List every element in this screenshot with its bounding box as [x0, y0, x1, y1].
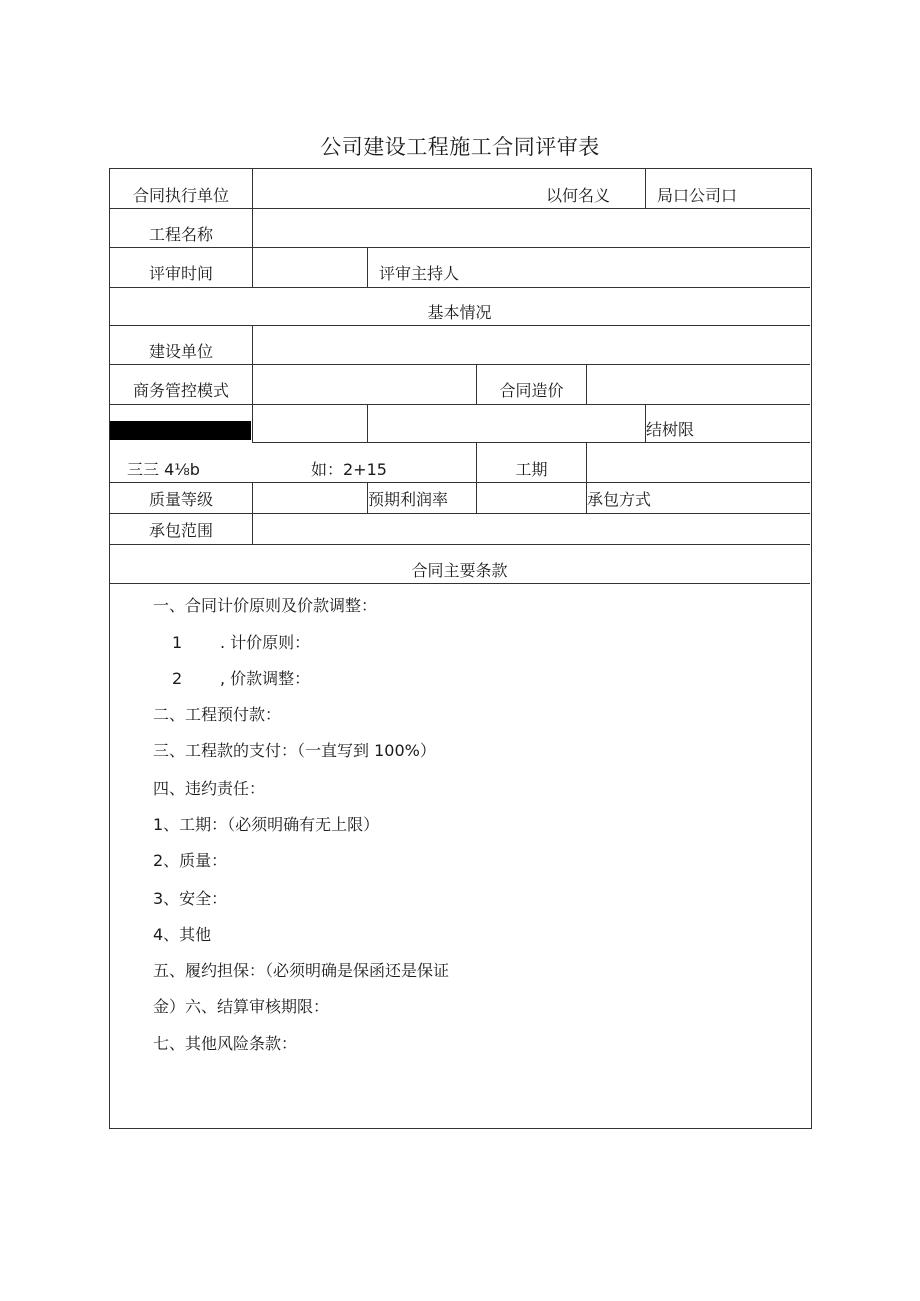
contract-method-label: 承包方式: [587, 490, 652, 509]
row-divider: [109, 513, 810, 514]
structure-limit-label: 结树限: [646, 420, 695, 439]
row-divider: [109, 404, 810, 405]
clause-number: 2: [172, 669, 183, 688]
garbled-text-mid: 如：2+15: [311, 460, 387, 479]
contract-scope-label: 承包范围: [148, 521, 213, 540]
column-divider: [586, 364, 587, 404]
clause-line: 3、安全：: [153, 889, 228, 908]
review-time-label: 评审时间: [148, 264, 213, 283]
clause-number: 1: [172, 633, 183, 652]
row-divider: [109, 482, 810, 483]
column-divider: [476, 482, 477, 513]
column-divider: [252, 168, 253, 247]
redaction-block: [110, 421, 251, 440]
row-divider: [109, 583, 810, 584]
clause-line: 四、违约责任：: [153, 779, 266, 798]
project-name-label: 工程名称: [148, 225, 213, 244]
column-divider: [252, 482, 253, 544]
clause-line: 金）六、结算审核期限：: [153, 997, 330, 1016]
row-divider: [252, 442, 810, 443]
contract-price-label: 合同造价: [499, 381, 564, 400]
clause-line: 1、工期：（必须明确有无上限）: [153, 815, 380, 834]
review-host-label: 评审主持人: [379, 264, 460, 283]
row-divider: [109, 544, 810, 545]
clause-line: 2、质量：: [153, 851, 228, 870]
document-title: 公司建设工程施工合同评审表: [320, 135, 600, 159]
clause-line: 二、工程预付款：: [153, 705, 282, 724]
clause-line: 七、其他风险条款：: [153, 1034, 298, 1053]
basic-info-header: 基本情况: [427, 303, 492, 322]
row-divider: [109, 208, 810, 209]
clause-line: 一、合同计价原则及价款调整：: [153, 596, 378, 615]
row-divider: [109, 325, 810, 326]
clause-line: 三、工程款的支付：（一直写到 100%）: [153, 741, 436, 760]
column-divider: [586, 442, 587, 482]
duration-label: 工期: [515, 460, 548, 479]
row-divider: [109, 287, 810, 288]
in-whose-name-label: 以何名义: [546, 186, 611, 205]
garbled-text-left: 三三 4⅛b: [127, 460, 200, 479]
column-divider: [367, 404, 368, 442]
main-terms-header: 合同主要条款: [411, 561, 508, 580]
in-whose-name-value: 局口公司口: [657, 186, 738, 205]
column-divider: [252, 247, 253, 287]
executing-unit-label: 合同执行单位: [132, 186, 229, 205]
row-divider: [109, 364, 810, 365]
clause-line: , 价款调整：: [220, 669, 311, 688]
clause-line: . 计价原则：: [220, 633, 311, 652]
row-divider: [109, 247, 810, 248]
column-divider: [252, 325, 253, 442]
column-divider: [645, 168, 646, 208]
construction-unit-label: 建设单位: [148, 342, 213, 361]
expected-profit-label: 预期利润率: [368, 490, 449, 509]
clause-line: 4、其他: [153, 925, 212, 944]
quality-grade-label: 质量等级: [148, 490, 213, 509]
clause-line: 五、履约担保：（必须明确是保函还是保证: [153, 961, 450, 980]
column-divider: [367, 247, 368, 287]
business-mode-label: 商务管控模式: [132, 381, 229, 400]
